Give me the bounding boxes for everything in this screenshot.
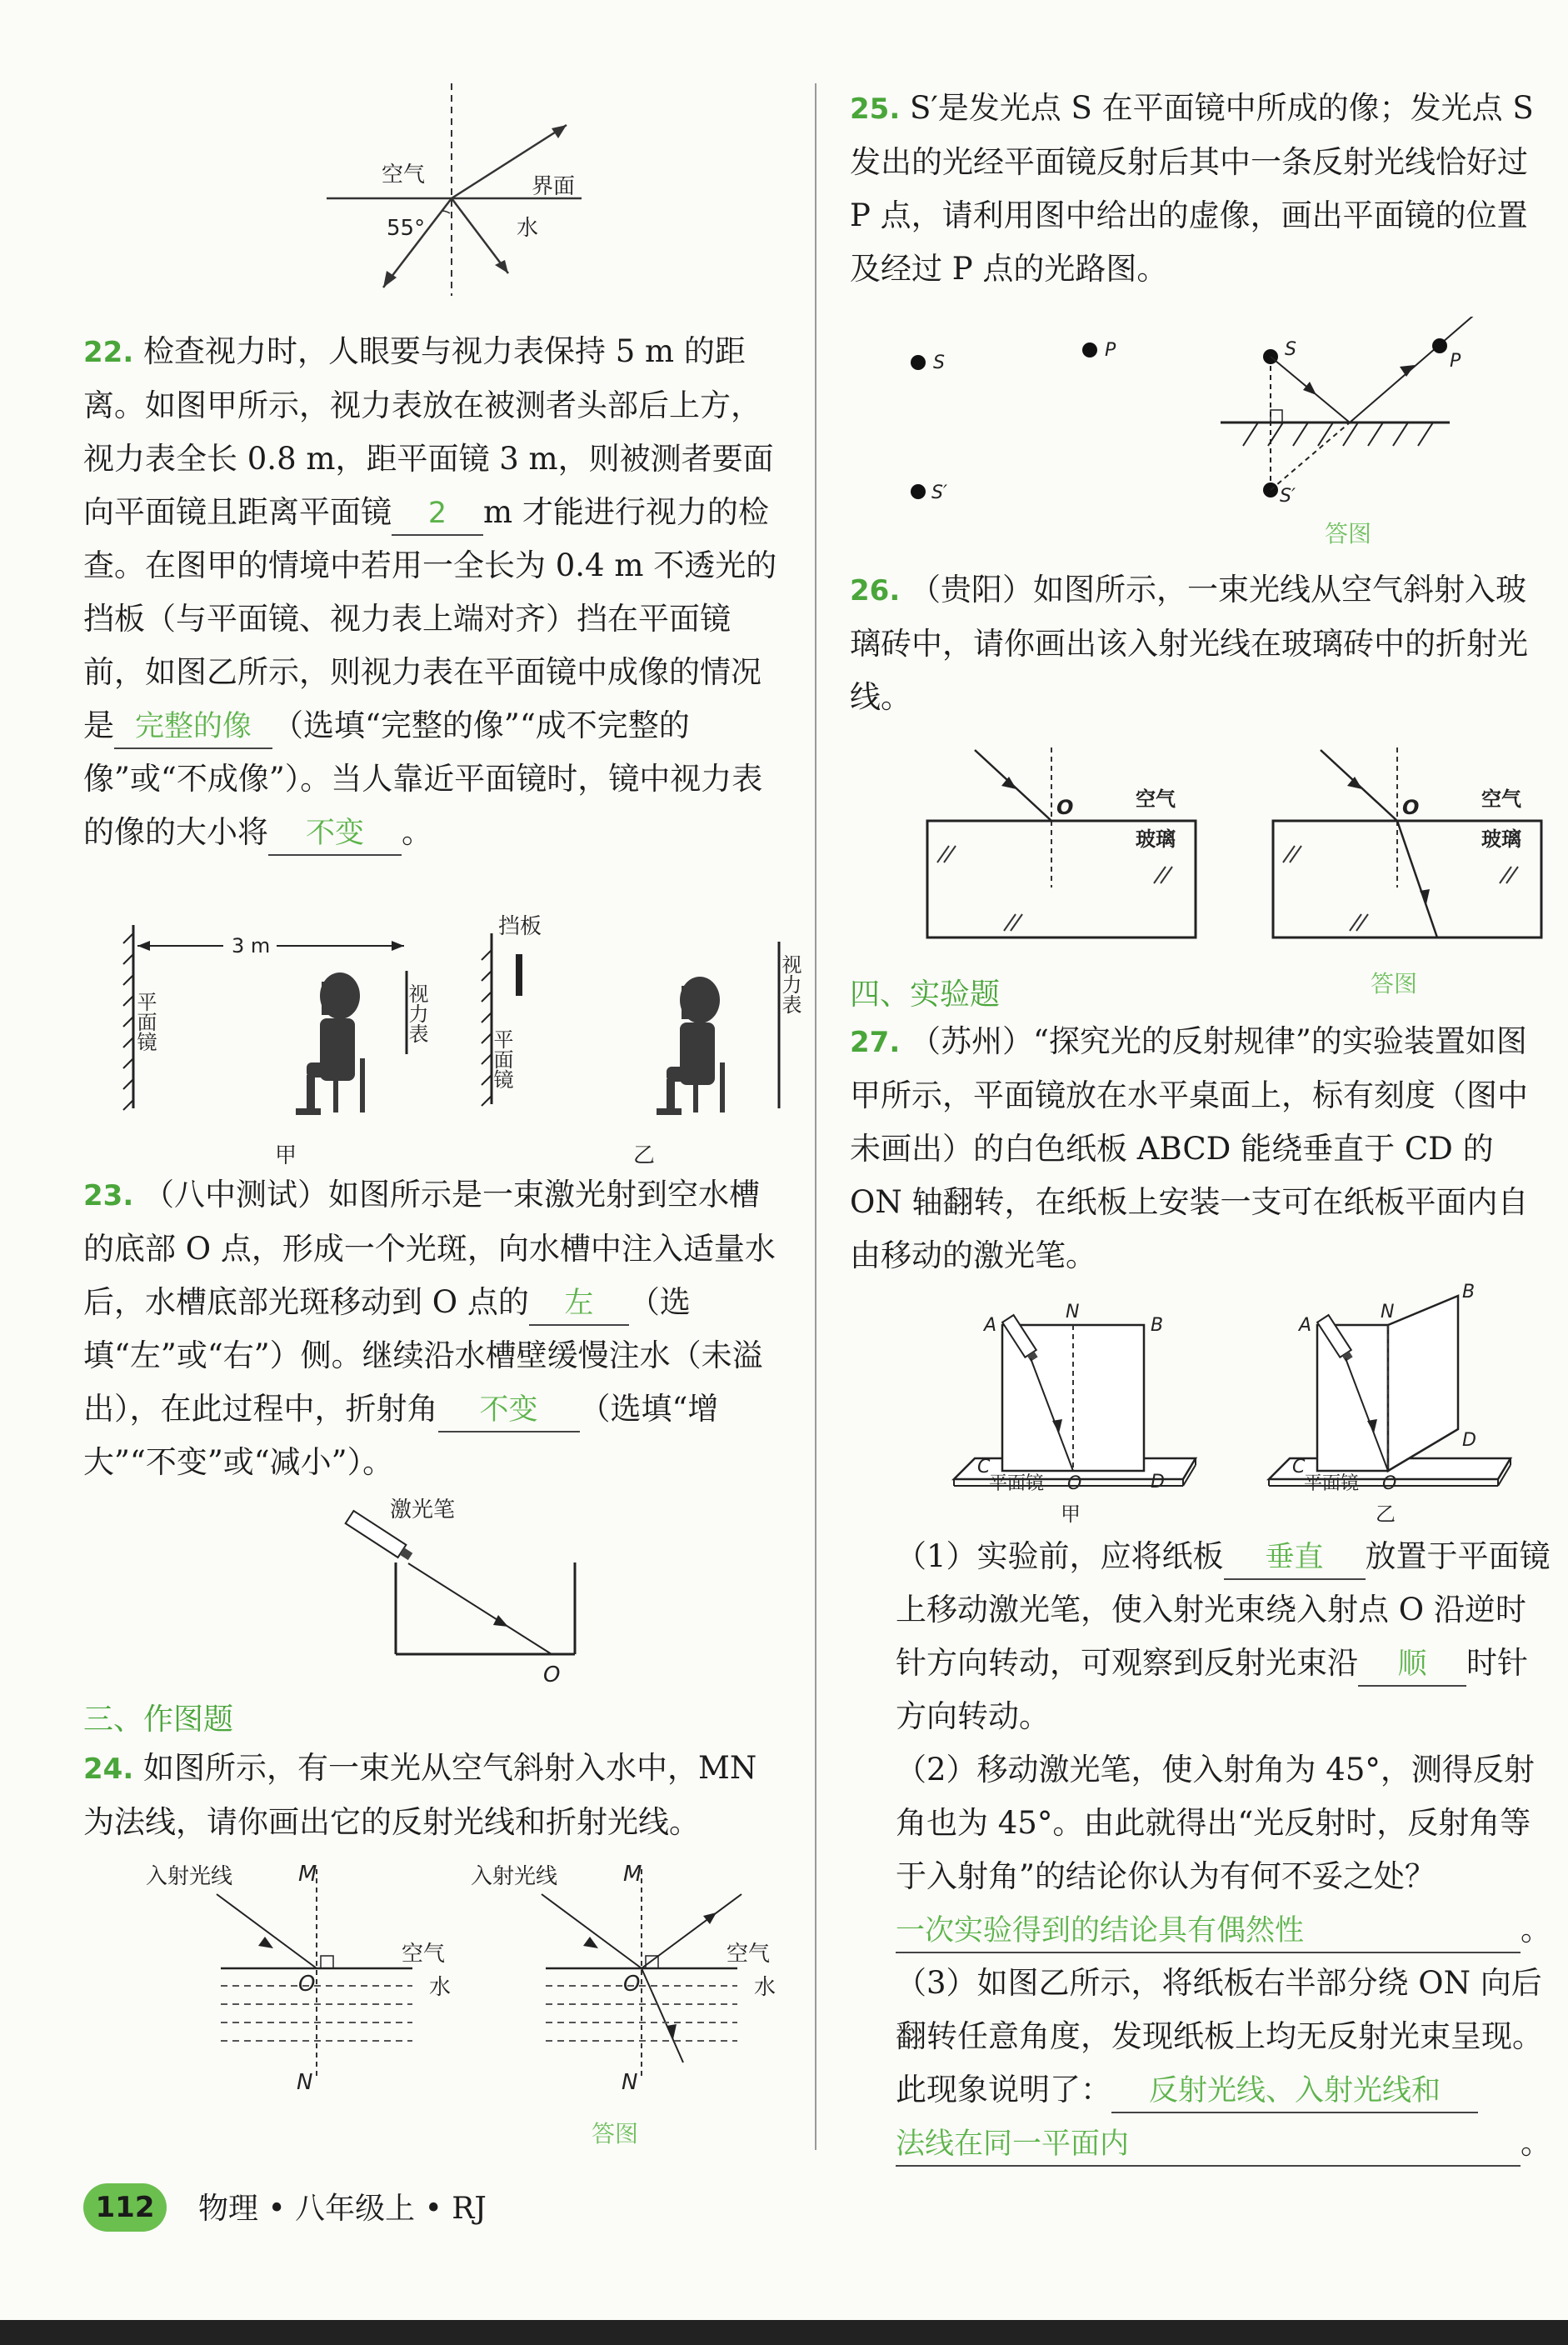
fig27b-b-label: B: [1462, 1282, 1476, 1302]
fig25-s-label: S: [933, 352, 945, 373]
q27-text: （苏州）“探究光的反射规律”的实验装置如图甲所示，平面镜放在水平桌面上，标有刻度（图中未画出）的白色纸板 ABCD 能绕垂直于 CD 的 ON 轴翻转，在纸板上安装一支可在纸板平面内自由移动的激光笔。: [850, 1023, 1529, 1273]
fig27a-a-label: A: [984, 1315, 997, 1336]
fig24-ans-air-label: 空气: [727, 1942, 771, 1967]
q23-text-3: （选填“增大”“不变”或“减小”）。: [83, 1391, 719, 1480]
q27-p2-text-b: 。: [1521, 1912, 1551, 1948]
q22-text-2: m 才能进行视力的检查。在图甲的情境中若用一全长为 0.4 m 不透光的挡板（与平面镜、视力表上端对齐）挡在平面镜前，如图乙所示，则视力表在平面镜中成像的情况是: [83, 494, 777, 743]
fig24-ans-incident-label: 入射光线: [471, 1864, 558, 1889]
q27-p1-answer-1: 垂直: [1224, 1537, 1366, 1580]
question-number: 27.: [850, 1026, 901, 1059]
fig-q26-answer: [1266, 738, 1550, 1004]
q27-p3-text-b: 。: [1521, 2125, 1551, 2161]
q22-text-4: 。: [402, 814, 432, 850]
section-3-heading: 三、作图题: [83, 1702, 234, 1737]
q23-text-1: （八中测试）如图所示是一束激光射到空水槽的底部 O 点，形成一个光斑，向水槽中注入适量水后，水槽底部光斑移动到 O 点的: [83, 1177, 776, 1320]
fig27b-d-label: D: [1462, 1430, 1476, 1451]
fig26-ans-o-label: O: [1402, 796, 1420, 819]
fig26-o-label: O: [1056, 796, 1074, 819]
fig27b-n-label: N: [1381, 1302, 1395, 1322]
q23-answer-1: 左: [529, 1282, 629, 1326]
fig27b-mirror-label: 平面镜: [1304, 1473, 1360, 1494]
fig27a-d-label: D: [1151, 1472, 1165, 1492]
fig24-ans-m-label: M: [623, 1862, 642, 1887]
q23-answer-2: 不变: [438, 1389, 580, 1432]
fig24-ans-o-label: O: [623, 1972, 641, 1997]
q27-p3-answer-2: 法线在同一平面内: [896, 2123, 1521, 2167]
q27-p1-answer-2: 顺: [1358, 1643, 1466, 1687]
fig25-simage-label: S′: [931, 482, 947, 503]
q27-p3-answer-1: 反射光线、入射光线和: [1111, 2070, 1478, 2113]
fig22-caption-a: 甲: [275, 1143, 297, 1168]
fig27-caption-b: 乙: [1376, 1502, 1396, 1526]
q22-answer-2: 完整的像: [114, 706, 272, 749]
fig22-caption-b: 乙: [633, 1143, 656, 1168]
fig22-baffle-label: 挡板: [498, 914, 542, 939]
question-25: [850, 82, 1550, 296]
fig-q21-refraction: [317, 83, 600, 300]
fig25-ans-p-label: P: [1450, 351, 1461, 372]
fig21-air-label: 空气: [382, 162, 426, 188]
footer-book-title: 物理 • 八年级上 • RJ: [198, 2192, 487, 2226]
section-4-heading: 四、实验题: [850, 978, 1001, 1012]
fig-q25: [900, 317, 1516, 550]
q26-text: （贵阳）如图所示，一束光线从空气斜射入玻璃砖中，请你画出该入射光线在玻璃砖中的折射光线。: [850, 572, 1528, 715]
question-24: [83, 1742, 783, 1849]
fig27a-b-label: B: [1151, 1315, 1164, 1336]
q22-answer-1: 2: [392, 492, 483, 536]
fig24-air-label: 空气: [402, 1942, 446, 1967]
fig22-mirror-label: 平面镜: [133, 992, 157, 1052]
q22-text-1: 检查视力时，人眼要与视力表保持 5 m 的距离。如图甲所示，视力表放在被测者头部后上方，视力表全长 0.8 m，距平面镜 3 m，则被测者要面向平面镜且距离平面镜: [83, 333, 774, 530]
fig-q22-eye-chart: [117, 908, 816, 1175]
fig24-water-label: 水: [429, 1975, 452, 2000]
fig22-mirror2-label: 平面镜: [490, 1029, 513, 1089]
question-number: 22.: [83, 336, 134, 369]
fig23-o-label: O: [543, 1662, 561, 1688]
fig25-ans-simage-label: S′: [1280, 486, 1296, 507]
q27-p3-text-a: （3）如图乙所示，将纸板右半部分绕 ON 向后翻转任意角度，发现纸板上均无反射光束呈现。此现象说明了：: [896, 1965, 1543, 2108]
question-23: [83, 1168, 783, 1489]
fig27a-n-label: N: [1066, 1302, 1080, 1322]
fig27b-c-label: C: [1292, 1457, 1306, 1478]
fig27b-o-label: O: [1382, 1473, 1397, 1494]
question-number: 26.: [850, 574, 901, 608]
fig27b-a-label: A: [1299, 1315, 1312, 1336]
q27-p1-text-c: 时针方向转动。: [896, 1645, 1528, 1734]
fig24-m-label: M: [298, 1862, 317, 1887]
fig-q24-question: [142, 1854, 475, 2121]
fig24-o-label: O: [298, 1972, 316, 1997]
fig26-ans-air-label: 空气: [1481, 788, 1521, 811]
fig24-incident-label: 入射光线: [146, 1864, 233, 1889]
fig26-ans-glass-label: 玻璃: [1481, 828, 1521, 851]
q23-text-2: （选填“左”或“右”）侧。继续沿水槽壁缓慢注水（未溢出），在此过程中，折射角: [83, 1284, 763, 1427]
fig-q26-question: [921, 738, 1204, 954]
fig21-interface-label: 界面: [532, 174, 576, 199]
question-number: 25.: [850, 92, 901, 126]
fig23-pen-label: 激光笔: [390, 1498, 456, 1522]
fig26-glass-label: 玻璃: [1136, 828, 1176, 851]
fig22-distance-label: 3 m: [232, 934, 271, 958]
column-divider: [815, 83, 816, 2150]
fig27a-mirror-label: 平面镜: [989, 1473, 1045, 1494]
fig27a-o-label: O: [1067, 1473, 1082, 1494]
fig27-caption-a: 甲: [1061, 1502, 1081, 1526]
q27-p1-text-b: 放置于平面镜上移动激光笔，使入射光束绕入射点 O 沿逆时针方向转动，可观察到反射光束沿: [896, 1538, 1551, 1681]
fig21-angle-label: 55°: [387, 216, 426, 241]
fig-q24-answer: [467, 1854, 800, 2162]
fig25-ans-s-label: S: [1285, 339, 1296, 360]
page-number-badge: 112: [83, 2183, 167, 2232]
fig24-n-label: N: [297, 2070, 313, 2095]
question-26: [850, 563, 1550, 724]
question-27-parts: [896, 1530, 1554, 2170]
fig-q27-apparatus: [946, 1279, 1546, 1529]
fig24-ans-water-label: 水: [754, 1975, 777, 2000]
fig27a-c-label: C: [977, 1457, 991, 1478]
fig26-air-label: 空气: [1136, 788, 1176, 811]
question-number: 23.: [83, 1179, 134, 1212]
fig-q23-laser-tank: [333, 1492, 600, 1692]
fig22-chart2-label: 视力表: [778, 954, 801, 1014]
scan-bottom-edge: [0, 2320, 1568, 2345]
fig25-p-label: P: [1105, 340, 1116, 361]
fig21-water-label: 水: [517, 216, 539, 241]
fig24-answer-caption: 答图: [592, 2120, 639, 2148]
question-number: 24.: [83, 1752, 134, 1786]
fig24-ans-n-label: N: [622, 2070, 638, 2095]
fig25-answer-caption: 答图: [1325, 520, 1372, 548]
fig26-answer-caption: 答图: [1371, 970, 1418, 998]
question-22: [83, 325, 783, 859]
q24-text: 如图所示，有一束光从空气斜射入水中，MN 为法线，请你画出它的反射光线和折射光线。: [83, 1750, 757, 1840]
fig22-chart-label: 视力表: [405, 983, 428, 1043]
q22-answer-3: 不变: [268, 812, 402, 856]
q27-p2-text-a: （2）移动激光笔，使入射角为 45°，测得反射角也为 45°。由此就得出“光反射时，反射角等于入射角”的结论你认为有何不妥之处？: [896, 1752, 1535, 1894]
q27-p1-text-a: （1）实验前，应将纸板: [896, 1538, 1224, 1574]
q25-text: S′是发光点 S 在平面镜中所成的像；发光点 S 发出的光经平面镜反射后其中一条反射光线恰好过 P 点，请利用图中给出的虚像，画出平面镜的位置及经过 P 点的光路图。: [850, 90, 1534, 287]
q22-text-3: （选填“完整的像”“成不完整的像”或“不成像”）。当人靠近平面镜时，镜中视力表的像的大小将: [83, 708, 763, 850]
q27-p2-answer: 一次实验得到的结论具有偶然性: [896, 1910, 1521, 1953]
question-27: [850, 1015, 1550, 1282]
